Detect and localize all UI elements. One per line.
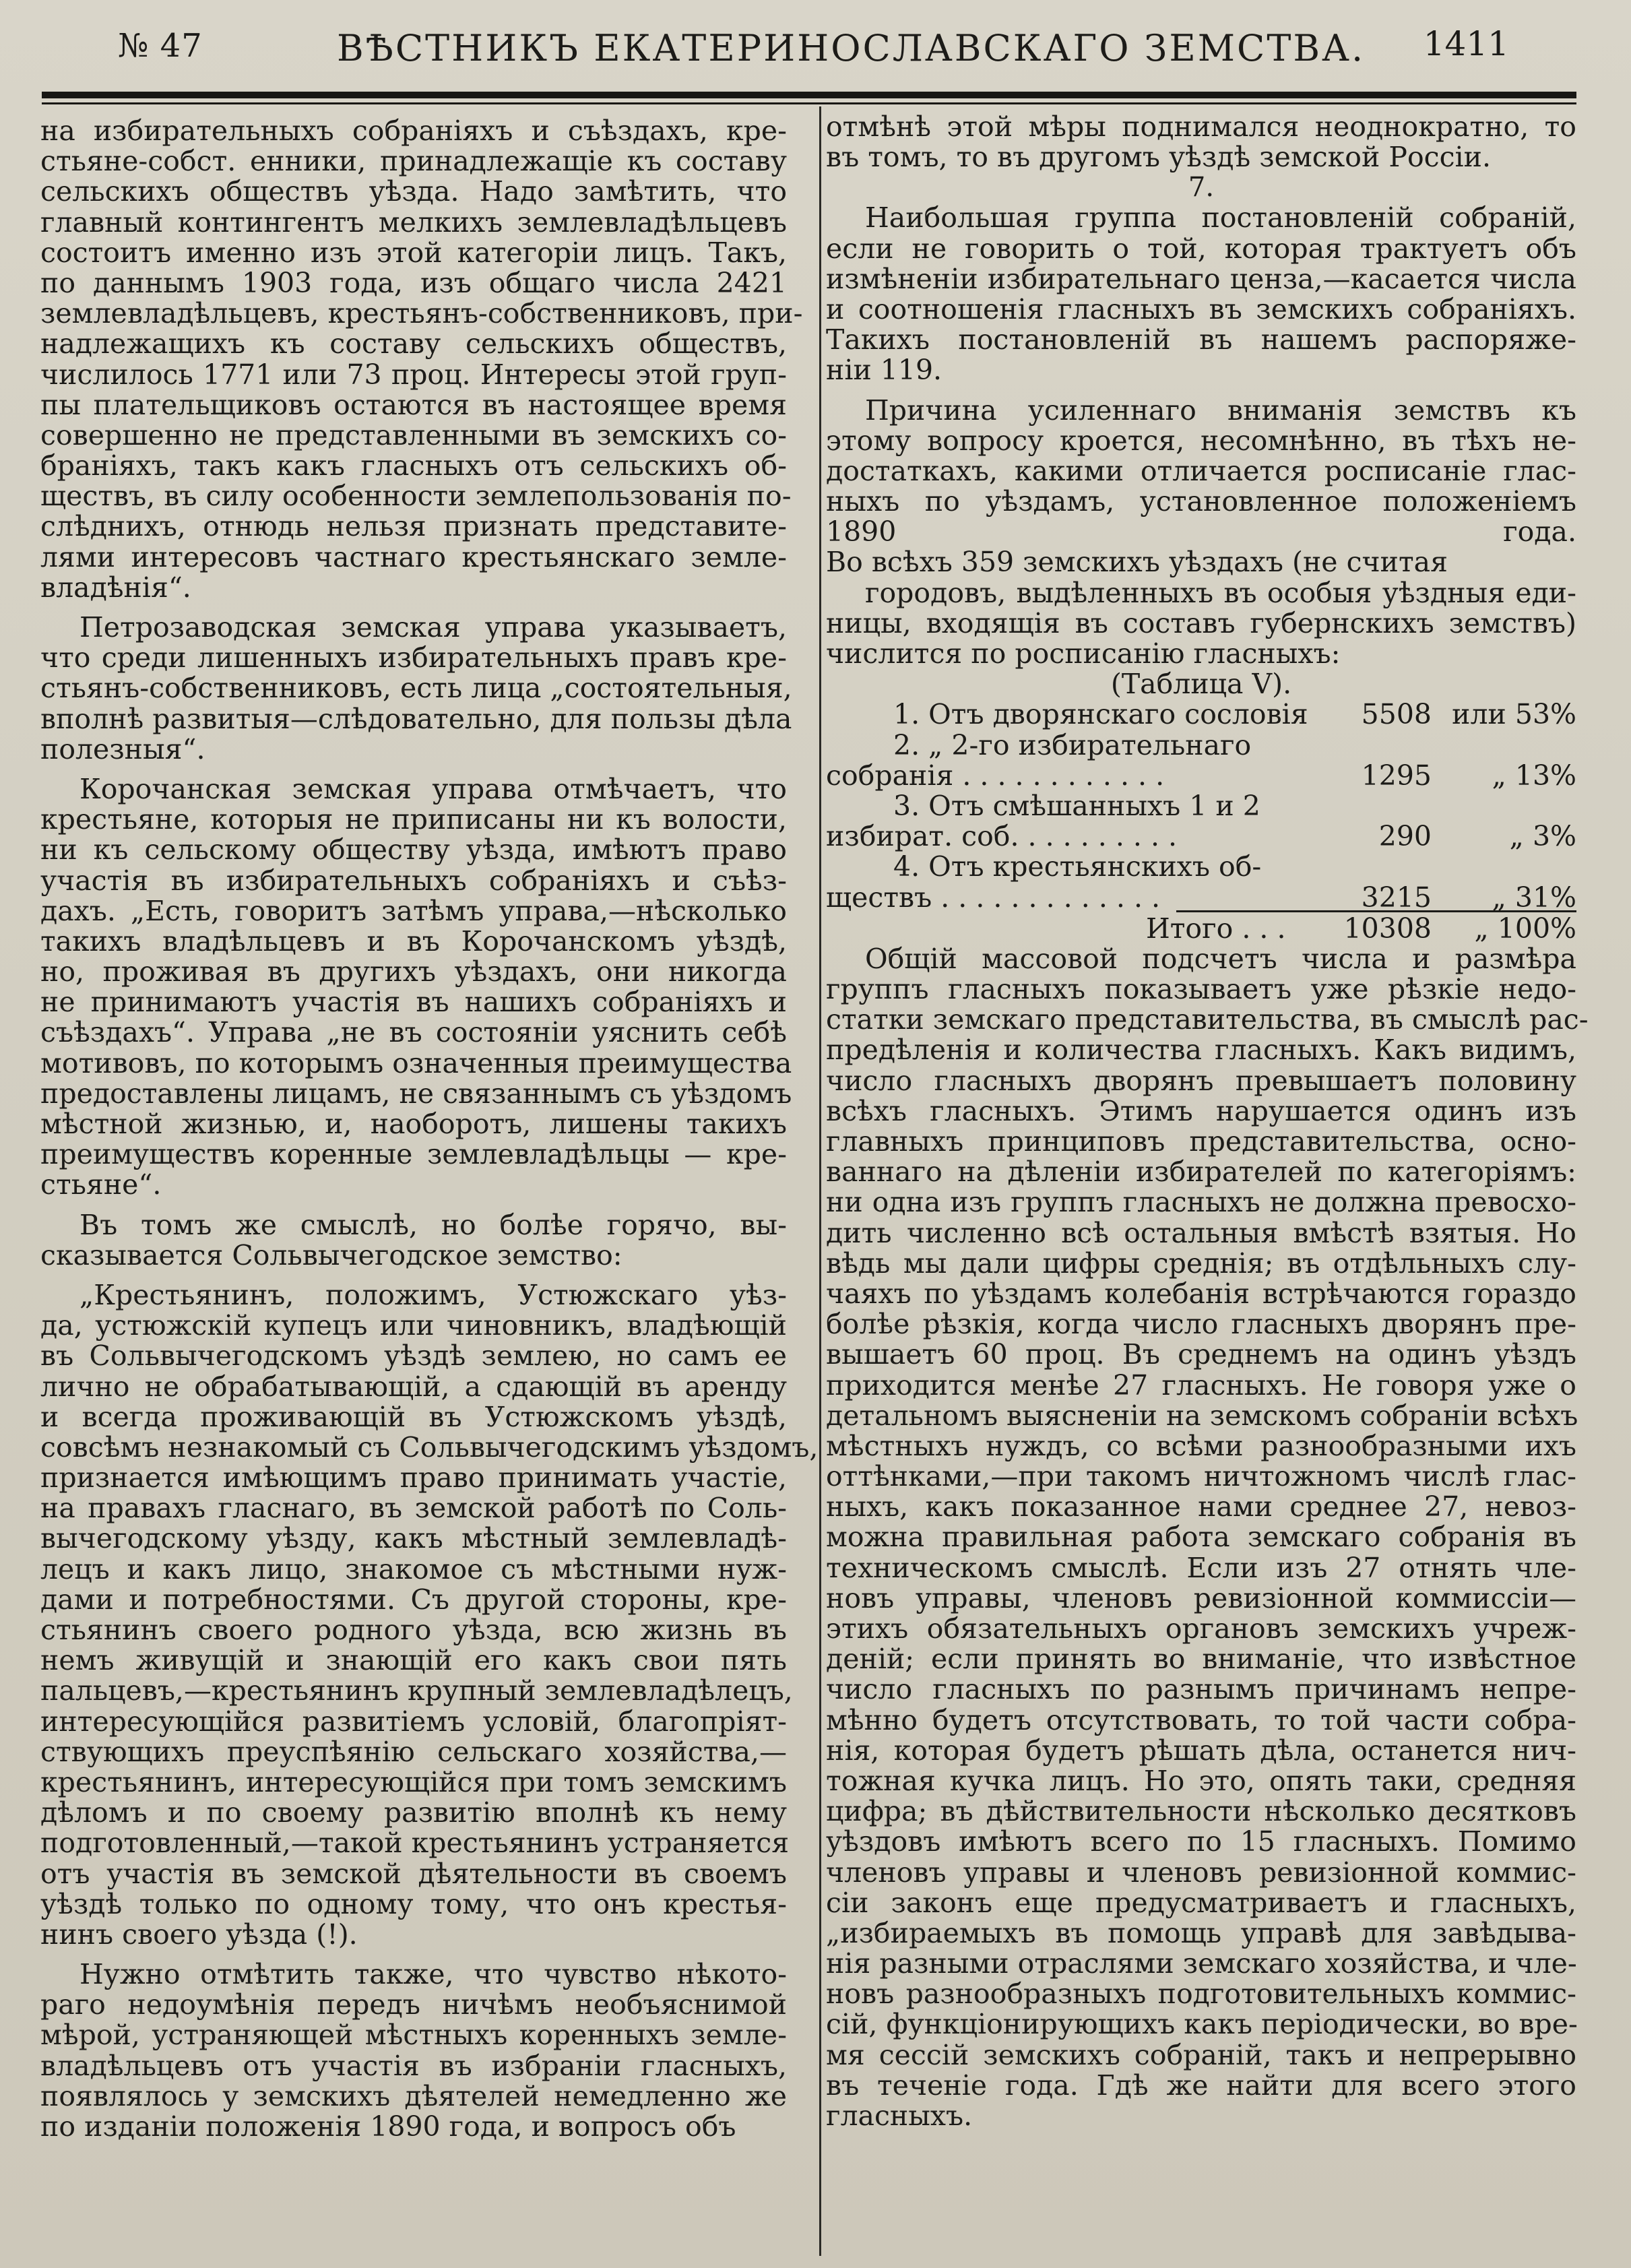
text-line: вышаетъ 60 проц. Въ среднемъ на одинъ уѣздъ <box>826 1338 1576 1371</box>
text-line: въ томъ, то въ другомъ уѣздѣ земской Россіи. <box>826 141 1492 174</box>
text-line: новъ управы, членовъ ревизіонной коммиссіи— <box>826 1581 1576 1614</box>
text-line: техническомъ смыслѣ. Если изъ 27 отнять чле- <box>826 1551 1576 1584</box>
text-line: Общій массовой подсчетъ числа и размѣра <box>865 942 1576 975</box>
text-line: браніяхъ, такъ какъ гласныхъ отъ сельскихъ об- <box>40 449 787 482</box>
table-row-number: 5508 <box>1361 698 1432 731</box>
text-line: деній; если принять во вниманіе, что извѣстное <box>826 1643 1576 1676</box>
text-line: гласныхъ. <box>826 2100 973 2132</box>
table-row-label: 2. „ 2-го избирательнаго <box>893 730 1252 761</box>
table-row-label: 4. Отъ крестьянскихъ об- <box>893 852 1262 883</box>
right-column-top-text <box>826 112 1576 172</box>
text-line: цифра; въ дѣйствительности нѣсколько десятковъ <box>826 1795 1576 1828</box>
text-line: стьяне“. <box>40 1168 162 1201</box>
total-label: Итого . . . <box>1146 912 1286 945</box>
deputies-table <box>826 699 1576 912</box>
table-row-label: ществъ . . . . . . . . . . . . . <box>826 882 1161 913</box>
text-line: „Крестьянинъ, положимъ, Устюжскаго уѣз- <box>79 1278 787 1311</box>
text-line: статки земскаго представительства, въ смыслѣ рас- <box>826 1003 1589 1036</box>
text-line: Петрозаводская земская управа указываетъ, <box>79 611 787 643</box>
text-line: по изданіи положенія 1890 года, и вопросъ объ <box>40 2110 736 2143</box>
table-row-label: собранія . . . . . . . . . . . . <box>826 760 1165 791</box>
text-line: сельскихъ обществъ уѣзда. Надо замѣтить, что <box>40 175 787 208</box>
text-line: нія, которая будетъ рѣшать дѣла, останется нич- <box>826 1734 1576 1767</box>
text-line: „избираемыхъ въ помощь управѣ для завѣдыва- <box>826 1916 1576 1949</box>
text-line: сій, функціонирующихъ какъ періодически, во вре- <box>826 2008 1578 2041</box>
text-line: по даннымъ 1903 года, изъ общаго числа 2421 <box>40 266 787 299</box>
text-line: владѣнія“. <box>40 571 191 604</box>
text-line: стьяне-собст. енники, принадлежащіе къ составу <box>40 145 787 178</box>
text-line: членовъ управы и членовъ ревизіонной коммис- <box>826 1856 1576 1889</box>
text-line: этихъ обязательныхъ органовъ земскихъ учреж- <box>826 1612 1576 1645</box>
text-line: мѣстныхъ нуждъ, со всѣми разнообразными ихъ <box>826 1429 1576 1462</box>
text-line: оттѣнками,—при такомъ ничтожномъ числѣ глас- <box>826 1460 1576 1493</box>
text-line: можна правильная работа земскаго собранія въ <box>826 1521 1576 1554</box>
text-line: въ Сольвычегодскомъ уѣздѣ землею, но самъ ее <box>40 1340 787 1373</box>
text-line: пы плательщиковъ остаются въ настоящее время <box>40 388 787 421</box>
text-line: группъ гласныхъ показываетъ уже рѣзкіе недо- <box>826 973 1576 1006</box>
text-line: стьянъ-собственниковъ, есть лица „состоятельныя, <box>40 672 792 705</box>
text-line: лями интересовъ частнаго крестьянскаго земле- <box>40 540 787 573</box>
text-line: ни къ сельскому обществу уѣзда, имѣютъ право <box>40 833 787 867</box>
text-line: немъ живущій и знающій его какъ свои пять <box>40 1644 787 1677</box>
journal-title: ВѢСТНИКЪ ЕКАТЕРИНОСЛАВСКАГО ЗЕМСТВА. <box>337 27 1366 69</box>
text-line: ницы, входящія въ составъ губернскихъ земствъ) <box>826 606 1576 639</box>
text-line: слѣднихъ, отнюдь нельзя признать представите- <box>40 510 787 543</box>
text-line: городовъ, выдѣленныхъ въ особыя уѣздныя еди- <box>865 576 1576 609</box>
text-line: Во всѣхъ 359 земскихъ уѣздахъ (не считая <box>826 546 1448 579</box>
text-line: главный контингентъ мелкихъ землевладѣльцевъ <box>40 206 787 239</box>
total-percent: „ 100% <box>1474 912 1576 945</box>
text-line: Въ томъ же смыслѣ, но болѣе горячо, вы- <box>79 1208 787 1241</box>
page-header <box>40 12 1509 73</box>
text-line: новъ разнообразныхъ подготовительныхъ коммис- <box>826 1978 1576 2011</box>
text-line: интересующійся развитіемъ условій, благопріят- <box>40 1705 787 1738</box>
text-line: лецъ и какъ лицо, знакомое съ мѣстными нуж- <box>40 1552 787 1585</box>
text-line: появлялось у земскихъ дѣятелей немедленно же <box>40 2079 787 2112</box>
text-line: крестьянинъ, интересующійся при томъ земскимъ <box>40 1765 787 1798</box>
text-line: вычегодскому уѣзду, какъ мѣстный землевладѣ- <box>40 1522 787 1555</box>
text-line: крестьяне, которыя не приписаны ни къ волости, <box>40 803 787 836</box>
text-line: съѣздахъ“. Управа „не въ состояніи уяснить себѣ <box>40 1016 787 1049</box>
table-row-percent: „ 3% <box>1509 820 1576 853</box>
text-line: нія разными отраслями земскаго хозяйства, и чле- <box>826 1947 1577 1980</box>
header-rule-thick <box>42 92 1576 98</box>
text-line: дить численно всѣ остальныя вмѣстѣ взятыя. Но <box>826 1216 1576 1249</box>
text-line: на избирательныхъ собраніяхъ и съѣздахъ, кре- <box>40 115 787 147</box>
column-divider <box>819 106 821 2256</box>
text-line: на правахъ гласнаго, въ земской работѣ по Соль- <box>40 1492 787 1525</box>
text-line: Такихъ постановленій въ нашемъ распоряже- <box>826 323 1576 356</box>
text-line: уѣздовъ имѣютъ всего по 15 гласныхъ. Помимо <box>826 1825 1576 1858</box>
issue-number: № 47 <box>118 27 203 65</box>
text-line: землевладѣльцевъ, крестьянъ-собственниковъ, при- <box>40 297 803 330</box>
text-line: Причина усиленнаго вниманія земствъ къ <box>865 393 1576 427</box>
table-row-label: избират. соб. . . . . . . . . . <box>826 821 1178 852</box>
text-line: уѣздѣ только по одному тому, что онъ крестья- <box>40 1887 787 1920</box>
text-line: предоставлены лицамъ, не связаннымъ съ уѣздомъ <box>40 1077 792 1110</box>
left-column <box>40 115 819 2143</box>
text-line: болѣе рѣзкія, когда число гласныхъ дворянъ пре- <box>826 1308 1576 1341</box>
text-line: отъ участія въ земской дѣятельности въ своемъ <box>40 1857 787 1890</box>
table-row-label: 3. Отъ смѣшанныхъ 1 и 2 <box>893 790 1260 822</box>
text-line: главныхъ принциповъ представительства, осно- <box>826 1125 1576 1158</box>
text-line: предѣленія и количества гласныхъ. Какъ видимъ, <box>826 1034 1576 1067</box>
text-line: пальцевъ,—крестьянинъ крупный землевладѣлецъ, <box>40 1674 793 1707</box>
text-line: совсѣмъ незнакомый съ Сольвычегодскимъ уѣздомъ, <box>40 1430 819 1463</box>
text-line: число гласныхъ дворянъ превышаетъ половину <box>826 1064 1576 1097</box>
text-line: приходится менѣе 27 гласныхъ. Не говоря уже о <box>826 1368 1576 1401</box>
table-row <box>826 883 1576 913</box>
text-line: достаткахъ, какими отличается росписаніе глас- <box>826 454 1576 487</box>
text-line: сіи законъ еще предусматриваетъ и гласныхъ, <box>826 1886 1576 1919</box>
total-number: 10308 <box>1343 912 1432 945</box>
text-line: чаяхъ по уѣздамъ колебанія встрѣчаются гораздо <box>826 1277 1576 1310</box>
text-line: ніи 119. <box>826 354 942 387</box>
text-line: состоитъ именно изъ этой категоріи лицъ. Такъ, <box>40 236 787 269</box>
text-line: тожная кучка лицъ. Но это, опять таки, средняя <box>826 1764 1576 1797</box>
text-line: 1890 года. <box>826 515 1576 548</box>
section-number: 7. <box>1188 172 1215 203</box>
table-row <box>826 791 1576 821</box>
table-row <box>826 821 1576 852</box>
text-line: отмѣнѣ этой мѣры поднимался неоднократно, то <box>826 111 1576 143</box>
right-column <box>826 111 1589 2132</box>
text-line: сказывается Сольвычегодское земство: <box>40 1238 622 1271</box>
text-line: преимуществъ коренные землевладѣльцы — кре- <box>40 1138 787 1171</box>
text-line: числится по росписанію гласныхъ: <box>826 637 1341 670</box>
text-line: участія въ избирательныхъ собраніяхъ и съѣз- <box>40 864 787 897</box>
table-row-percent: „ 13% <box>1492 759 1576 792</box>
text-line: ни одна изъ группъ гласныхъ не должна превосхо- <box>826 1186 1576 1219</box>
table-row <box>826 699 1576 730</box>
text-line: владѣльцевъ отъ участія въ избраніи гласныхъ, <box>40 2049 787 2082</box>
text-line: стьянинъ своего родного уѣзда, всю жизнь въ <box>40 1614 787 1646</box>
text-line: что среди лишенныхъ избирательныхъ правъ кре- <box>40 641 787 674</box>
text-line: совершенно не представленными въ земскихъ со- <box>40 418 787 451</box>
header-rule-thin <box>42 102 1576 104</box>
text-line: всѣхъ гласныхъ. Этимъ нарушается одинъ изъ <box>826 1094 1576 1127</box>
text-line: числилось 1771 или 73 проц. Интересы этой груп- <box>40 358 787 391</box>
text-line: мотивовъ, по которымъ означенныя преимущества <box>40 1046 792 1079</box>
text-line: этому вопросу кроется, несомнѣнно, въ тѣхъ не- <box>826 424 1576 457</box>
text-line: ществъ, въ силу особенности землепользованія по- <box>40 480 792 513</box>
text-line: и всегда проживающій въ Устюжскомъ уѣздѣ, <box>40 1400 787 1433</box>
text-line: ваннаго на дѣленіи избирателей по категоріямъ: <box>826 1156 1576 1189</box>
text-line: признается имѣющимъ право принимать участіе, <box>40 1461 787 1494</box>
text-line: дѣломъ и по своему развитію вполнѣ къ нему <box>40 1796 787 1829</box>
text-line: раго недоумѣнія передъ ничѣмъ необъяснимой <box>40 1988 787 2021</box>
text-line: число гласныхъ по разнымъ причинамъ непре- <box>826 1673 1576 1706</box>
text-line: вѣдь мы дали цифры среднія; въ отдѣльныхъ слу- <box>826 1247 1576 1280</box>
text-line: лично не обрабатывающій, а сдающій въ аренду <box>40 1370 787 1403</box>
text-line: въ теченіе года. Гдѣ же найти для всего этого <box>826 2069 1576 2102</box>
text-line: надлежащихъ къ составу сельскихъ обществъ, <box>40 327 787 360</box>
text-line: но, проживая въ другихъ уѣздахъ, они никогда <box>40 955 787 988</box>
text-line: Нужно отмѣтить также, что чувство нѣкото- <box>79 1958 787 1991</box>
right-column-bottom-text <box>826 942 1589 2132</box>
text-line: дахъ. „Есть, говоритъ затѣмъ управа,—нѣсколько <box>40 894 787 927</box>
table-row-number: 1295 <box>1361 759 1432 792</box>
text-line: подготовленный,—такой крестьянинъ устраняется <box>40 1827 790 1860</box>
text-line: ныхъ по уѣздамъ, установленное положеніемъ <box>826 485 1576 518</box>
table-total-row <box>826 914 1576 944</box>
text-line: Корочанская земская управа отмѣчаетъ, что <box>79 772 787 805</box>
text-line: измѣненіи избирательнаго ценза,—касается числа <box>826 262 1576 295</box>
table-row <box>826 852 1576 882</box>
table-row-label: 1. Отъ дворянскаго сословія <box>893 699 1308 730</box>
text-line: детальномъ выясненіи на земскомъ собраніи всѣхъ <box>826 1399 1578 1432</box>
text-line: Наибольшая группа постановленій собраній, <box>865 201 1576 234</box>
table-row <box>826 730 1576 761</box>
text-line: ныхъ, какъ показанное нами среднее 27, невоз- <box>826 1490 1576 1523</box>
table-row-percent: или 53% <box>1452 698 1576 731</box>
text-line: да, устюжскій купецъ или чиновникъ, владѣющій <box>40 1309 787 1342</box>
text-line: не принимаютъ участія въ нашихъ собраніяхъ и <box>40 986 787 1019</box>
text-line: полезныя“. <box>40 732 205 765</box>
table-row-percent: „ 31% <box>1492 881 1576 914</box>
right-column-intro-text <box>826 203 1576 669</box>
table-row <box>826 761 1576 791</box>
text-line: и соотношенія гласныхъ въ земскихъ собраніяхъ. <box>826 292 1576 325</box>
text-line: если не говорить о той, которая трактуетъ объ <box>826 232 1576 265</box>
table-row-number: 290 <box>1378 820 1432 853</box>
text-line: такихъ владѣльцевъ и въ Корочанскомъ уѣздѣ, <box>40 924 787 957</box>
page-number: 1411 <box>1423 24 1509 63</box>
text-line: дами и потребностями. Съ другой стороны, кре- <box>40 1583 787 1616</box>
text-line: мѣстной жизнью, и, наоборотъ, лишены такихъ <box>40 1108 787 1140</box>
table-caption: (Таблица V). <box>1110 668 1292 701</box>
text-line: мѣнно будетъ отсутствовать, то той части собра- <box>826 1703 1576 1736</box>
text-line: мя сессій земскихъ собраній, такъ и непрерывно <box>826 2038 1576 2071</box>
text-line: ствующихъ преуспѣянію сельскаго хозяйства,— <box>40 1735 787 1768</box>
text-line: нинъ своего уѣзда (!). <box>40 1918 358 1951</box>
text-line: мѣрой, устраняющей мѣстныхъ коренныхъ земле- <box>40 2019 787 2052</box>
table-row-number: 3215 <box>1361 881 1432 914</box>
text-line: вполнѣ развитыя—слѣдовательно, для пользы дѣла <box>40 702 792 735</box>
